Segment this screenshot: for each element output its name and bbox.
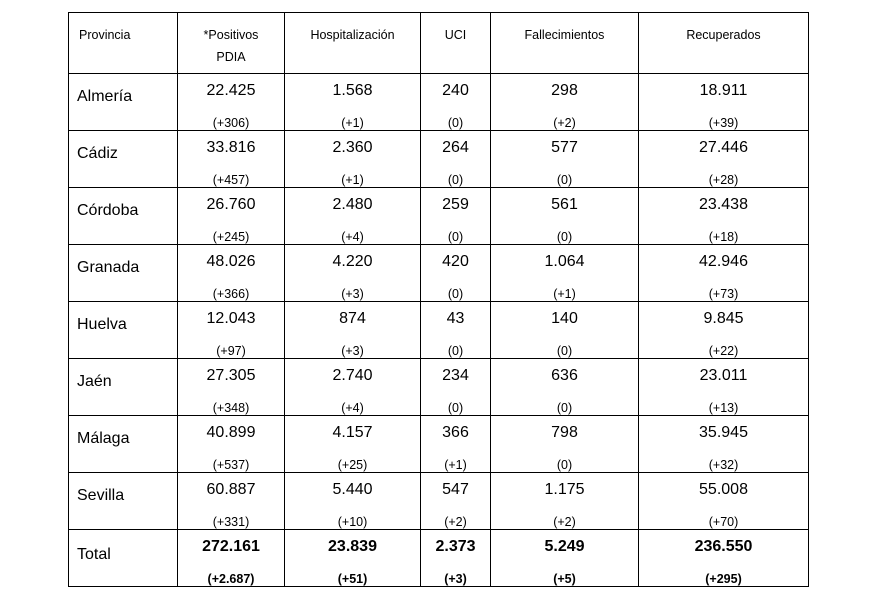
cell-fallecimientos <box>491 74 639 131</box>
cell-hospitalizacion <box>285 530 421 587</box>
hospitalizacion-delta: (+51) <box>337 572 368 586</box>
fallecimientos-delta: (0) <box>556 344 573 358</box>
fallecimientos-delta: (+2) <box>553 116 576 130</box>
cell-provincia <box>69 74 178 131</box>
positivos-delta: (+97) <box>216 344 246 358</box>
positivos-value: 22.425 <box>206 82 256 99</box>
fallecimientos-delta: (0) <box>556 401 573 415</box>
cell-recuperados <box>639 131 809 188</box>
recuperados-delta: (+73) <box>708 287 739 301</box>
cell-hospitalizacion <box>285 131 421 188</box>
cell-hospitalizacion <box>285 302 421 359</box>
recuperados-value: 18.911 <box>699 82 748 99</box>
hospitalizacion-value: 1.568 <box>332 82 373 99</box>
cell-fallecimientos <box>491 131 639 188</box>
header-uci: UCI <box>421 13 491 74</box>
cell-positivos <box>178 245 285 302</box>
positivos-delta: (+2.687) <box>207 572 255 586</box>
fallecimientos-delta: (+5) <box>553 572 576 586</box>
uci-value: 234 <box>442 367 469 384</box>
cell-positivos <box>178 131 285 188</box>
provincia-name: Sevilla <box>77 487 125 504</box>
hospitalizacion-value: 2.740 <box>332 367 373 384</box>
cell-recuperados <box>639 473 809 530</box>
header-recuperados: Recuperados <box>639 13 809 74</box>
table-row <box>69 74 809 131</box>
cell-recuperados <box>639 359 809 416</box>
cell-hospitalizacion <box>285 473 421 530</box>
recuperados-delta: (+295) <box>705 572 742 586</box>
hospitalizacion-value: 4.220 <box>332 253 373 270</box>
cell-positivos <box>178 302 285 359</box>
cell-provincia <box>69 131 178 188</box>
cell-hospitalizacion <box>285 416 421 473</box>
cell-positivos <box>178 530 285 587</box>
header-positivos <box>178 13 285 74</box>
header-positivos-line2: PDIA <box>216 50 246 64</box>
hospitalizacion-delta: (+1) <box>341 116 364 130</box>
recuperados-delta: (+39) <box>708 116 739 130</box>
hospitalizacion-value: 5.440 <box>332 481 373 498</box>
cell-hospitalizacion <box>285 359 421 416</box>
cell-uci <box>421 302 491 359</box>
fallecimientos-value: 1.064 <box>544 253 585 270</box>
hospitalizacion-value: 4.157 <box>332 424 373 441</box>
positivos-value: 26.760 <box>206 196 256 213</box>
header-provincia: Provincia <box>69 13 178 74</box>
cell-hospitalizacion <box>285 74 421 131</box>
positivos-value: 48.026 <box>206 253 256 270</box>
uci-delta: (+1) <box>444 458 467 472</box>
positivos-delta: (+537) <box>212 458 250 472</box>
positivos-value: 40.899 <box>206 424 256 441</box>
hospitalizacion-delta: (+4) <box>341 230 364 244</box>
hospitalizacion-value: 23.839 <box>328 538 377 555</box>
fallecimientos-value: 636 <box>551 367 578 384</box>
cell-recuperados <box>639 188 809 245</box>
positivos-value: 33.816 <box>206 139 256 156</box>
recuperados-delta: (+22) <box>708 344 739 358</box>
recuperados-delta: (+32) <box>708 458 739 472</box>
cell-uci <box>421 188 491 245</box>
uci-value: 2.373 <box>435 538 476 555</box>
provincia-name: Almería <box>77 88 133 105</box>
hospitalizacion-delta: (+10) <box>337 515 368 529</box>
cell-provincia <box>69 188 178 245</box>
fallecimientos-value: 298 <box>551 82 578 99</box>
cell-hospitalizacion <box>285 188 421 245</box>
uci-delta: (0) <box>447 230 464 244</box>
recuperados-delta: (+18) <box>708 230 739 244</box>
uci-value: 259 <box>442 196 469 213</box>
provincia-name: Total <box>77 546 111 563</box>
header-fallecimientos: Fallecimientos <box>491 13 639 74</box>
recuperados-value: 236.550 <box>694 538 753 555</box>
cell-uci <box>421 473 491 530</box>
uci-value: 420 <box>442 253 469 270</box>
fallecimientos-value: 577 <box>551 139 578 156</box>
positivos-value: 27.305 <box>206 367 256 384</box>
uci-value: 240 <box>442 82 469 99</box>
cell-provincia <box>69 302 178 359</box>
cell-fallecimientos <box>491 473 639 530</box>
covid-andalucia-table <box>68 12 809 587</box>
uci-delta: (0) <box>447 287 464 301</box>
table-row <box>69 473 809 530</box>
positivos-delta: (+245) <box>212 230 250 244</box>
cell-provincia <box>69 416 178 473</box>
positivos-value: 60.887 <box>206 481 256 498</box>
uci-delta: (0) <box>447 173 464 187</box>
provincia-name: Cádiz <box>77 145 118 162</box>
cell-uci <box>421 74 491 131</box>
recuperados-value: 27.446 <box>699 139 748 156</box>
table-row <box>69 359 809 416</box>
fallecimientos-value: 140 <box>551 310 578 327</box>
cell-uci <box>421 530 491 587</box>
hospitalizacion-value: 2.480 <box>332 196 373 213</box>
table-header-row <box>69 13 809 74</box>
recuperados-value: 35.945 <box>699 424 748 441</box>
cell-recuperados <box>639 416 809 473</box>
cell-recuperados <box>639 245 809 302</box>
table-row <box>69 131 809 188</box>
cell-positivos <box>178 359 285 416</box>
cell-positivos <box>178 473 285 530</box>
uci-delta: (0) <box>447 344 464 358</box>
cell-recuperados <box>639 302 809 359</box>
uci-delta: (+3) <box>444 572 467 586</box>
cell-provincia <box>69 530 178 587</box>
uci-delta: (0) <box>447 116 464 130</box>
cell-recuperados <box>639 530 809 587</box>
cell-uci <box>421 131 491 188</box>
hospitalizacion-delta: (+25) <box>337 458 368 472</box>
fallecimientos-delta: (0) <box>556 458 573 472</box>
table-row <box>69 302 809 359</box>
positivos-value: 272.161 <box>202 538 260 555</box>
hospitalizacion-value: 874 <box>339 310 366 327</box>
provincia-name: Málaga <box>77 430 130 447</box>
hospitalizacion-delta: (+1) <box>341 173 364 187</box>
cell-uci <box>421 416 491 473</box>
uci-value: 43 <box>446 310 465 327</box>
fallecimientos-delta: (+2) <box>553 515 576 529</box>
header-positivos-line1: *Positivos <box>203 28 259 42</box>
provincia-name: Granada <box>77 259 140 276</box>
fallecimientos-delta: (+1) <box>553 287 576 301</box>
cell-uci <box>421 245 491 302</box>
cell-positivos <box>178 74 285 131</box>
fallecimientos-value: 5.249 <box>544 538 585 555</box>
recuperados-delta: (+70) <box>708 515 739 529</box>
recuperados-value: 42.946 <box>699 253 748 270</box>
header-hospitalizacion: Hospitalización <box>285 13 421 74</box>
recuperados-delta: (+13) <box>708 401 739 415</box>
fallecimientos-delta: (0) <box>556 230 573 244</box>
uci-value: 264 <box>442 139 469 156</box>
cell-provincia <box>69 359 178 416</box>
hospitalizacion-delta: (+3) <box>341 344 364 358</box>
cell-fallecimientos <box>491 359 639 416</box>
provincia-name: Huelva <box>77 316 127 333</box>
hospitalizacion-delta: (+4) <box>341 401 364 415</box>
positivos-delta: (+348) <box>212 401 250 415</box>
provincia-name: Córdoba <box>77 202 139 219</box>
fallecimientos-value: 1.175 <box>544 481 585 498</box>
cell-positivos <box>178 188 285 245</box>
positivos-delta: (+306) <box>212 116 250 130</box>
recuperados-value: 23.438 <box>699 196 748 213</box>
total-row <box>69 530 809 587</box>
cell-uci <box>421 359 491 416</box>
cell-fallecimientos <box>491 302 639 359</box>
cell-positivos <box>178 416 285 473</box>
positivos-delta: (+457) <box>212 173 250 187</box>
table-row <box>69 188 809 245</box>
uci-value: 366 <box>442 424 469 441</box>
cell-fallecimientos <box>491 188 639 245</box>
positivos-value: 12.043 <box>206 310 256 327</box>
recuperados-value: 23.011 <box>699 367 748 384</box>
cell-provincia <box>69 473 178 530</box>
positivos-delta: (+366) <box>212 287 250 301</box>
recuperados-value: 55.008 <box>699 481 748 498</box>
fallecimientos-value: 561 <box>551 196 578 213</box>
fallecimientos-delta: (0) <box>556 173 573 187</box>
cell-fallecimientos <box>491 416 639 473</box>
recuperados-value: 9.845 <box>703 310 744 327</box>
hospitalizacion-value: 2.360 <box>332 139 373 156</box>
cell-fallecimientos <box>491 530 639 587</box>
uci-delta: (0) <box>447 401 464 415</box>
cell-recuperados <box>639 74 809 131</box>
fallecimientos-value: 798 <box>551 424 578 441</box>
table-row <box>69 416 809 473</box>
positivos-delta: (+331) <box>212 515 250 529</box>
cell-provincia <box>69 245 178 302</box>
provincia-name: Jaén <box>77 373 112 390</box>
hospitalizacion-delta: (+3) <box>341 287 364 301</box>
cell-hospitalizacion <box>285 245 421 302</box>
uci-value: 547 <box>442 481 469 498</box>
cell-fallecimientos <box>491 245 639 302</box>
uci-delta: (+2) <box>444 515 467 529</box>
table-row <box>69 245 809 302</box>
recuperados-delta: (+28) <box>708 173 739 187</box>
